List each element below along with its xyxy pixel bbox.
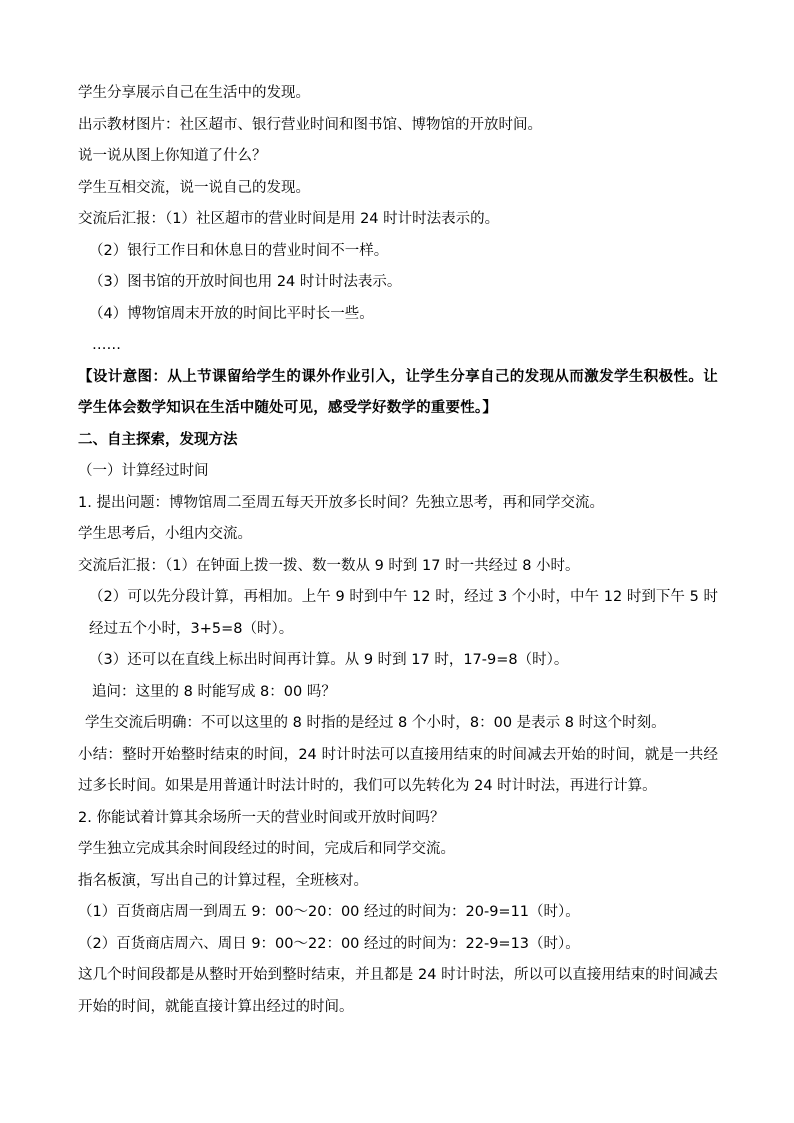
- subsection-heading: （一）计算经过时间: [78, 463, 209, 479]
- paragraph: （3）还可以在直线上标出时间再计算。从 9 时到 17 时，17-9=8（时）。: [89, 652, 569, 668]
- paragraph: 1. 提出问题：博物馆周二至周五每天开放多长时间？先独立思考，再和同学交流。: [78, 494, 604, 511]
- paragraph: 学生交流后明确：不可以这里的 8 时指的是经过 8 个小时，8：00 是表示 8 时这个时刻。: [85, 715, 666, 731]
- paragraph: 学生独立完成其余时间段经过的时间，完成后和同学交流。: [78, 841, 455, 857]
- paragraph: （2）可以先分段计算，再相加。上午 9 时到中午 12 时，经过 3 个小时，中午 12 时到下午 5 时经过五个小时，3+5=8（时）。: [89, 589, 718, 637]
- paragraph: 追问：这里的 8 时能写成 8：00 吗？: [92, 683, 336, 700]
- paragraph: （4）博物馆周末开放的时间比平时长一些。: [89, 305, 374, 322]
- paragraph: 学生思考后，小组内交流。: [78, 526, 252, 542]
- document-body: [78, 78, 718, 1023]
- paragraph: ……: [92, 337, 121, 353]
- paragraph: 交流后汇报：（1）在钟面上拨一拨、数一数从 9 时到 17 时一共经过 8 小时。: [78, 557, 580, 574]
- paragraph: （3）图书馆的开放时间也用 24 时计时法表示。: [89, 274, 402, 290]
- paragraph: 2. 你能试着计算其余场所一天的营业时间或开放时间吗？: [78, 809, 445, 826]
- paragraph: （2）百货商店周六、周日 9：00～22：00 经过的时间为：22-9=13（时）。: [78, 935, 580, 952]
- summary-paragraph: 小结：整时开始整时结束的时间，24 时计时法可以直接用结束的时间减去开始的时间，就是一共经过多长时间。如果是用普通计时法计时的，我们可以先转化为 24 时计时法，再进行计算。: [78, 746, 718, 794]
- paragraph: 说一说从图上你知道了什么？: [78, 148, 267, 164]
- paragraph: 学生互相交流，说一说自己的发现。: [78, 179, 310, 196]
- paragraph: 指名板演，写出自己的计算过程，全班核对。: [78, 872, 368, 889]
- section-heading: 二、自主探索，发现方法: [78, 431, 238, 448]
- paragraph: （2）银行工作日和休息日的营业时间不一样。: [89, 242, 389, 259]
- paragraph: 交流后汇报：（1）社区超市的营业时间是用 24 时计时法表示的。: [78, 211, 500, 227]
- design-intent-paragraph: 【设计意图：从上节课留给学生的课外作业引入，让学生分享自己的发现从而激发学生积极性。让学生体会数学知识在生活中随处可见，感受学好数学的重要性。】: [78, 368, 718, 416]
- paragraph: （1）百货商店周一到周五 9：00～20：00 经过的时间为：20-9=11（时）。: [78, 904, 580, 920]
- paragraph: 出示教材图片：社区超市、银行营业时间和图书馆、博物馆的开放时间。: [78, 116, 542, 133]
- paragraph: 这几个时间段都是从整时开始到整时结束，并且都是 24 时计时法，所以可以直接用结束的时间减去开始的时间，就能直接计算出经过的时间。: [78, 967, 718, 1015]
- paragraph: 学生分享展示自己在生活中的发现。: [78, 85, 310, 101]
